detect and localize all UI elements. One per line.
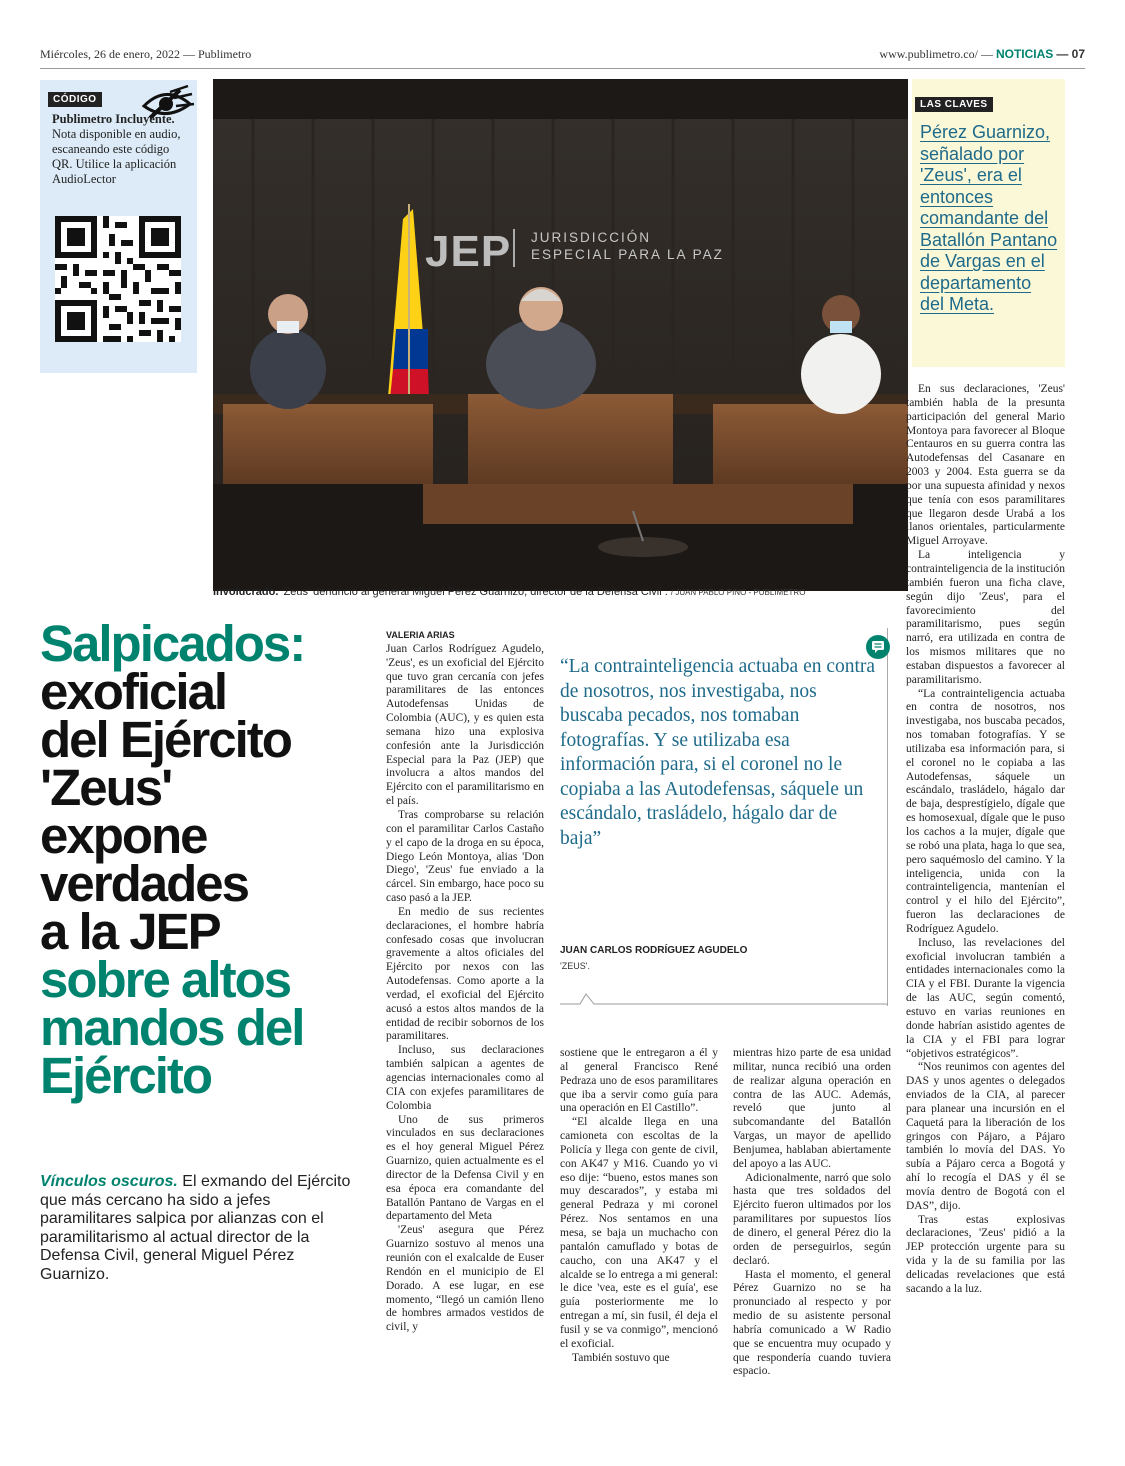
qr-description: Publimetro Incluyente. Nota disponible en audio, escaneando este código QR. Utilice la aplicación AudioLector (52, 112, 181, 186)
header-rule (40, 68, 1085, 69)
logo-divider (513, 229, 515, 267)
jep-name-line1: JURISDICCIÓN (531, 230, 652, 245)
headline: Salpicados: exoficial del Ejército 'Zeus' expone verdades a la JEP sobre altos mandos del Ejército (40, 615, 305, 1104)
page-header (40, 47, 1085, 63)
quote-tail-line (560, 990, 888, 1006)
pull-quote-text: “La contrainteligencia actuaba en contra de nosotros, nos investigaba, nos buscaba pecados, nos tomaban fotografías. Y se utilizaba esa información para, si el coronel no le copiaba a las Autodefensas, sáquele un escándalo, trasládelo, hágalo dar de baja” (560, 656, 876, 849)
qr-tag: CÓDIGO (48, 87, 102, 107)
article-column-2: sostiene que le entregaron a él y al general Francisco René Pedraza uno de esos paramilitares que iba a servir como guía para una operación en El Castillo”. “El alcalde llega en una camioneta con escoltas de la Policía y llega con gente de civil, con AK47 y M16. Cuando yo vi eso dije: “bueno, estos manes son muy descarados”, y estaba mi general Pedraza y mi coronel Pérez. Nos sentamos en una mesa, se baja un muchacho con pantalón camuflado y botas de caucho, con una AK47 y el alcalde se lo entrega a mi general: le dice 'vea, este es el guía', ese guía posteriormente me lo entregan a mí, sin fusil, él deja el fusil y se va conmigo”, mencionó el exoficial. También sostuvo que (560, 1047, 718, 1364)
photo-caption: Involucrado. 'Zeus' denunció al general Miguel Pérez Guarnizo, director de la Defensa Civil . / JUAN PABLO PINO - PUBLIMETRO (213, 586, 806, 598)
lead-text: El exmando del Ejército que más cercano ha sido a jefes paramilitares salpica por alianzas con el paramilitarismo al actual director de la Defensa Civil, general Miguel Pérez Guarnizo. (40, 1173, 351, 1283)
byline: VALERIA ARIAS (386, 630, 455, 640)
qr-code[interactable] (55, 216, 181, 342)
article-column-1: VALERIA ARIAS Juan Carlos Rodríguez Agudelo, 'Zeus', es un exoficial del Ejército que tuvo gran cercanía con jefes paramilitares de las entonces Autodefensas Unidas de Colombia (AUC), y es quien esta semana hizo una explosiva confesión ante la Jurisdicción Especial para la Paz (JEP) que involucra a altos mandos del Ejército con el paramilitarismo en el país. Tras comprobarse su relación con el paramilitar Carlos Castaño y el capo de la droga en su época, Diego León Montoya, alias 'Don Diego', 'Zeus' fue enviado a la cárcel. Sin embargo, hace poco su caso pasó a la JEP. En medio de sus recientes declaraciones, el hombre habría confesado cosas que involucran gravemente a altos oficiales del Ejército por nexos con las Autodefensas. Como aporte a la verdad, el exoficial del Ejército acusó a estos altos mandos de la entidad de recibir sobornos de los paramilitares. Incluso, sus declaraciones también salpican a agentes de agencias internacionales como al CIA con exjefes paramilitares de Colombia Uno de sus primeros vinculados en sus declaraciones es el hoy general Miguel Pérez Guarnizo, quien actualmente es el director de la Defensa Civil y en esa época era comandante del Batallón Pantano de Vargas en el departamento del Meta 'Zeus' asegura que Pérez Guarnizo sostuvo al menos una reunión con el exalcalde de Euser Rendón en el municipio de El Dorado. A ese lugar, en ese momento, “llegó un camión lleno de hombres armados vestidos de civil, y (386, 630, 544, 1334)
pull-quote-author: JUAN CARLOS RODRÍGUEZ AGUDELO (560, 945, 748, 956)
article-column-4: En sus declaraciones, 'Zeus' también habla de la presunta participación del general Mario Montoya para favorecer al Bloque Centauros en su guerra contra las Autodefensas del Casanare en 2003 y 2004. Esta guerra se da por una supuesta afinidad y nexos que tenía con esos paramilitares que llegaron desde Urabá a los llanos orientales, particularmente Miguel Arroyave. La inteligencia y contrainteligencia de la institución también fueron una ficha clave, según dijo 'Zeus', para el favorecimiento del paramilitarismo, pues según narró, era utilizada en contra de los mismos militares que no estaban dispuestos a favorecer al paramilitarismo. “La contrainteligencia actuaba en contra de nosotros, nos investigaba, nos buscaba pecados, nos tomaban fotografías. Y se utilizaba esa información para, si el coronel no le copiaba a las Autodefensas, sáquele un escándalo, trasládelo, hágalo dar de baja, desprestígielo, dígale que es homosexual, dígale que le puso los cachos a la mujer, dígale que se robó una plata, haga lo que sea, pero saquémoslo del camino. Y la inteligencia, unida con la contrainteligencia, mantenían el control y el hilo del Ejército”, fueron las declaraciones de Rodríguez Agudelo. Incluso, las revelaciones del exoficial involucran también a entidades internacionales como la CIA y el FBI. Durante la vigencia de las AUC, según comentó, estuvo en varias reuniones en donde habrían asistido agentes de la CIA y el FBI para lograr “objetivos estratégicos”. “Nos reunimos con agentes del DAS y unos agentes o delegados enviados de la CIA, al parecer para planear una incursión en el Caquetá para la liberación de los gringos con Pájaro, a Pájaro también lo movía del DAS. Yo subía a Pájaro cerca a Bogotá y ahí lo recogía el DAS y él se movía dentro de Bogotá con el DAS”, dijo. Tras estas explosivas declaraciones, 'Zeus' pidió a la JEP protección urgente para su vida y la de su familia por las delicadas revelaciones que está sacando a la luz. (906, 383, 1065, 1295)
key-point-text: Pérez Guarnizo, señalado por 'Zeus', era el entonces comandante del Batallón Pantano de Vargas en el departamento del Meta. (920, 122, 1058, 314)
section-name: NOTICIAS (995, 47, 1054, 61)
lead-paragraph (40, 1173, 365, 1284)
jep-logo: JEP (425, 227, 512, 276)
key-points-tag: LAS CLAVES (915, 92, 993, 112)
page-number: — 07 (1056, 47, 1085, 61)
site-url[interactable]: www.publimetro.co/ — (879, 47, 993, 61)
header-right (879, 47, 1085, 62)
hearing-photo (213, 79, 908, 591)
jep-name-line2: ESPECIAL PARA LA PAZ (531, 247, 724, 262)
article-column-3: mientras hizo parte de esa unidad militar, nunca recibió una orden de realizar alguna operación en contra de las AUC. Además, reveló que junto al subcomandante del Batallón Vargas, un mayor de apellido Benjumea, hablaban abiertamente del apoyo a las AUC. Adicionalmente, narró que solo hasta que tres soldados del Ejército fueron ultimados por los paramilitares por supuestos líos de dinero, el general Pérez dio la orden de perseguirlos, según declaró. Hasta el momento, el general Pérez Guarnizo no se ha pronunciado al respecto y por medio de su asistente personal habría comunicado a W Radio que se encuentra muy ocupado y que respondería cuando tuviera espacio. (733, 1047, 891, 1378)
pull-quote-role: 'ZEUS'. (560, 961, 590, 971)
lead-label: Vínculos oscuros. (40, 1173, 178, 1190)
publication-date: Miércoles, 26 de enero, 2022 — Publimetro (40, 47, 252, 61)
